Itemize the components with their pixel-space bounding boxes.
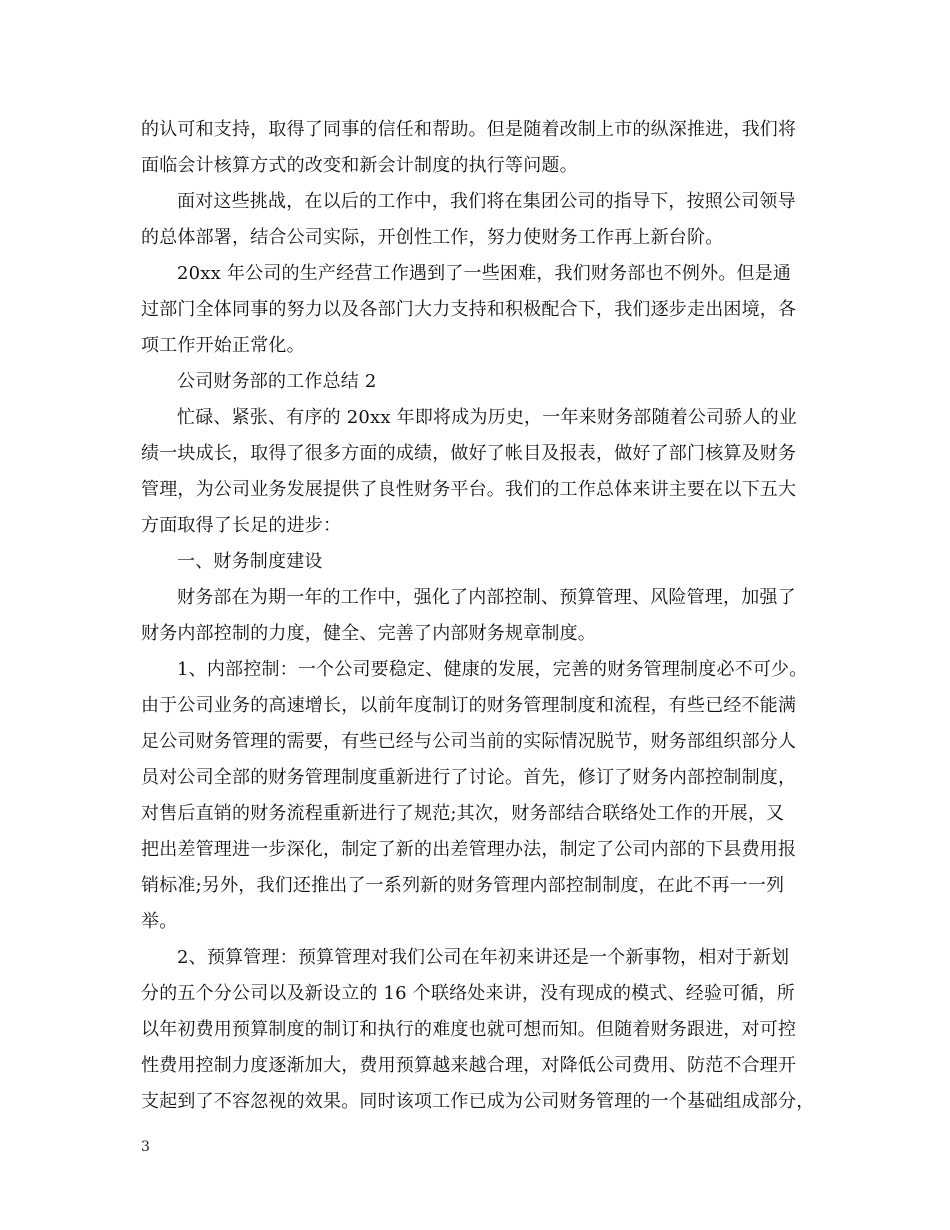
text-line: 足公司财务管理的需要，有些已经与公司当前的实际情况脱节，财务部组织部分人: [141, 731, 797, 752]
text-line: 支起到了不容忽视的效果。同时该项工作已成为公司财务管理的一个基础组成部分，: [141, 1091, 815, 1112]
text-line: 2、预算管理：预算管理对我们公司在年初来讲还是一个新事物，相对于新划: [177, 947, 790, 968]
text-line: 忙碌、紧张、有序的 20xx 年即将成为历史，一年来财务部随着公司骄人的业: [177, 407, 798, 428]
text-line: 以年初费用预算制度的制订和执行的难度也就可想而知。但随着财务跟进，对可控: [141, 1019, 797, 1040]
text-line: 销标准;另外，我们还推出了一系列新的财务管理内部控制制度，在此不再一一列: [141, 875, 785, 896]
text-line: 管理，为公司业务发展提供了良性财务平台。我们的工作总体来讲主要在以下五大: [141, 479, 797, 500]
text-line: 过部门全体同事的努力以及各部门大力支持和积极配合下，我们逐步走出困境，各: [141, 299, 797, 320]
text-line: 的总体部署，结合公司实际，开创性工作，努力使财务工作再上新台阶。: [141, 227, 724, 248]
section-title: 公司财务部的工作总结 2: [177, 371, 377, 392]
text-line: 把出差管理进一步深化，制定了新的出差管理办法，制定了公司内部的下县费用报: [141, 839, 797, 860]
text-line: 20xx 年公司的生产经营工作遇到了一些困难，我们财务部也不例外。但是通: [177, 263, 792, 284]
page-number: 3: [141, 1139, 150, 1155]
text-line: 性费用控制力度逐渐加大，费用预算越来越合理，对降低公司费用、防范不合理开: [141, 1055, 797, 1076]
text-line: 员对公司全部的财务管理制度重新进行了讨论。首先，修订了财务内部控制制度，: [141, 767, 797, 788]
text-line: 方面取得了长足的进步：: [141, 515, 342, 536]
text-line: 财务内部控制的力度，健全、完善了内部财务规章制度。: [141, 623, 596, 644]
text-line: 分的五个分公司以及新设立的 16 个联络处来讲，没有现成的模式、经验可循，所: [141, 983, 795, 1004]
text-line: 举。: [141, 911, 178, 932]
text-line: 对售后直销的财务流程重新进行了规范;其次，财务部结合联络处工作的开展，又: [141, 803, 785, 824]
text-line: 面对这些挑战，在以后的工作中，我们将在集团公司的指导下，按照公司领导: [177, 191, 796, 212]
text-line: 项工作开始正常化。: [141, 335, 305, 356]
text-line: 由于公司业务的高速增长，以前年度制订的财务管理制度和流程，有些已经不能满: [141, 695, 797, 716]
section-heading: 一、财务制度建设: [177, 551, 323, 572]
text-line: 财务部在为期一年的工作中，强化了内部控制、预算管理、风险管理，加强了: [177, 587, 796, 608]
text-line: 面临会计核算方式的改变和新会计制度的执行等问题。: [141, 155, 578, 176]
text-line: 的认可和支持，取得了同事的信任和帮助。但是随着改制上市的纵深推进，我们将: [141, 119, 797, 140]
text-line: 1、内部控制：一个公司要稳定、健康的发展，完善的财务管理制度必不可少。: [177, 659, 808, 680]
text-line: 绩一块成长，取得了很多方面的成绩，做好了帐目及报表，做好了部门核算及财务: [141, 443, 797, 464]
